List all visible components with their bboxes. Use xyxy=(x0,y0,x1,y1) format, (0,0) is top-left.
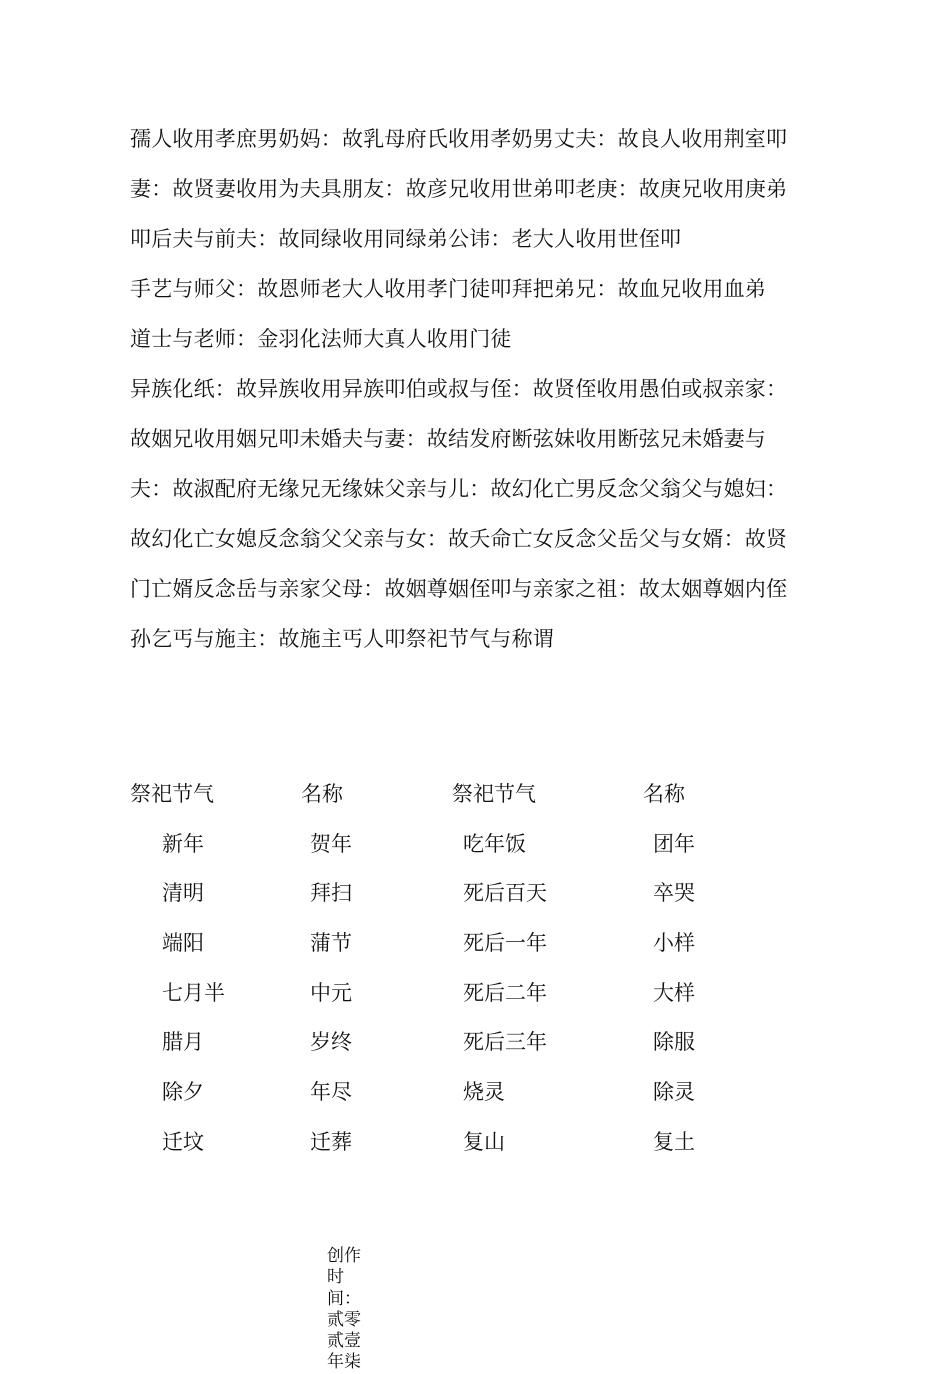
table-row xyxy=(130,919,770,969)
paragraph-4: 异族化纸：故异族收用异族叩伯或叔与侄：故贤侄收用愚伯或叔亲家：故姻兄收用姻兄叩未婚夫与妻：故结发府断弦妹收用断弦兄未婚妻与夫：故淑配府无缘兄无缘妹父亲与儿：故幻化亡男反念父翁父与媳妇：故幻化亡女媳反念翁父父亲与女：故夭命亡女反念父岳父与女婿：故贤门亡婿反念岳与亲家父母：故姻尊姻侄叩与亲家之祖：故太姻尊姻内侄孙乞丐与施主：故施主丐人叩祭祀节气与称谓 xyxy=(130,377,788,651)
table-cell: 蒲节 xyxy=(310,931,352,956)
creation-time-note: 创作时间：贰零贰壹年柒 xyxy=(327,1246,361,1373)
header-cell: 祭祀节气 xyxy=(452,782,536,806)
table-cell: 腊月 xyxy=(162,1030,204,1055)
table-cell: 贺年 xyxy=(310,831,352,856)
table-cell: 卒哭 xyxy=(653,881,695,906)
table-cell: 拜扫 xyxy=(310,881,352,906)
table-cell: 大样 xyxy=(653,980,695,1005)
table-cell: 清明 xyxy=(162,881,204,906)
table-cell: 死后三年 xyxy=(463,1030,547,1055)
table-cell: 中元 xyxy=(310,980,352,1005)
table-cell: 除灵 xyxy=(653,1080,695,1105)
table-cell: 七月半 xyxy=(162,980,225,1005)
table-cell: 小样 xyxy=(653,931,695,956)
table-row xyxy=(130,1068,770,1118)
table-header-row xyxy=(130,770,770,820)
table-row xyxy=(130,1118,770,1168)
table-cell: 除服 xyxy=(653,1030,695,1055)
table-cell: 烧灵 xyxy=(463,1080,505,1105)
table-cell: 吃年饭 xyxy=(463,831,526,856)
table-row xyxy=(130,869,770,919)
paragraph-1: 孺人收用孝庶男奶妈：故乳母府氏收用孝奶男丈夫：故良人收用荆室叩妻：故贤妻收用为夫具朋友：故彦兄收用世弟叩老庚：故庚兄收用庚弟叩后夫与前夫：故同绿收用同绿弟公讳：老大人收用世侄叩 xyxy=(130,127,788,251)
header-cell: 名称 xyxy=(301,782,343,806)
table-row xyxy=(130,1018,770,1068)
table-cell: 复土 xyxy=(653,1129,695,1154)
table-row xyxy=(130,969,770,1019)
table-cell: 除夕 xyxy=(162,1080,204,1105)
body-text xyxy=(130,114,790,664)
table-cell: 年尽 xyxy=(310,1080,352,1105)
table-cell: 岁终 xyxy=(310,1030,352,1055)
paragraph-3: 道士与老师：金羽化法师大真人收用门徒 xyxy=(130,327,512,351)
table-cell: 团年 xyxy=(653,831,695,856)
table-cell: 死后百天 xyxy=(463,881,547,906)
table-cell: 死后一年 xyxy=(463,931,547,956)
table-cell: 死后二年 xyxy=(463,980,547,1005)
festival-table xyxy=(130,770,770,1168)
table-cell: 迁坟 xyxy=(162,1129,204,1154)
table-cell: 新年 xyxy=(162,831,204,856)
paragraph-2: 手艺与师父：故恩师老大人收用孝门徒叩拜把弟兄：故血兄收用血弟 xyxy=(130,277,766,301)
header-cell: 名称 xyxy=(643,782,685,806)
table-cell: 复山 xyxy=(463,1129,505,1154)
header-cell: 祭祀节气 xyxy=(130,782,214,806)
table-cell: 迁葬 xyxy=(310,1129,352,1154)
table-cell: 端阳 xyxy=(162,931,204,956)
table-row xyxy=(130,820,770,870)
